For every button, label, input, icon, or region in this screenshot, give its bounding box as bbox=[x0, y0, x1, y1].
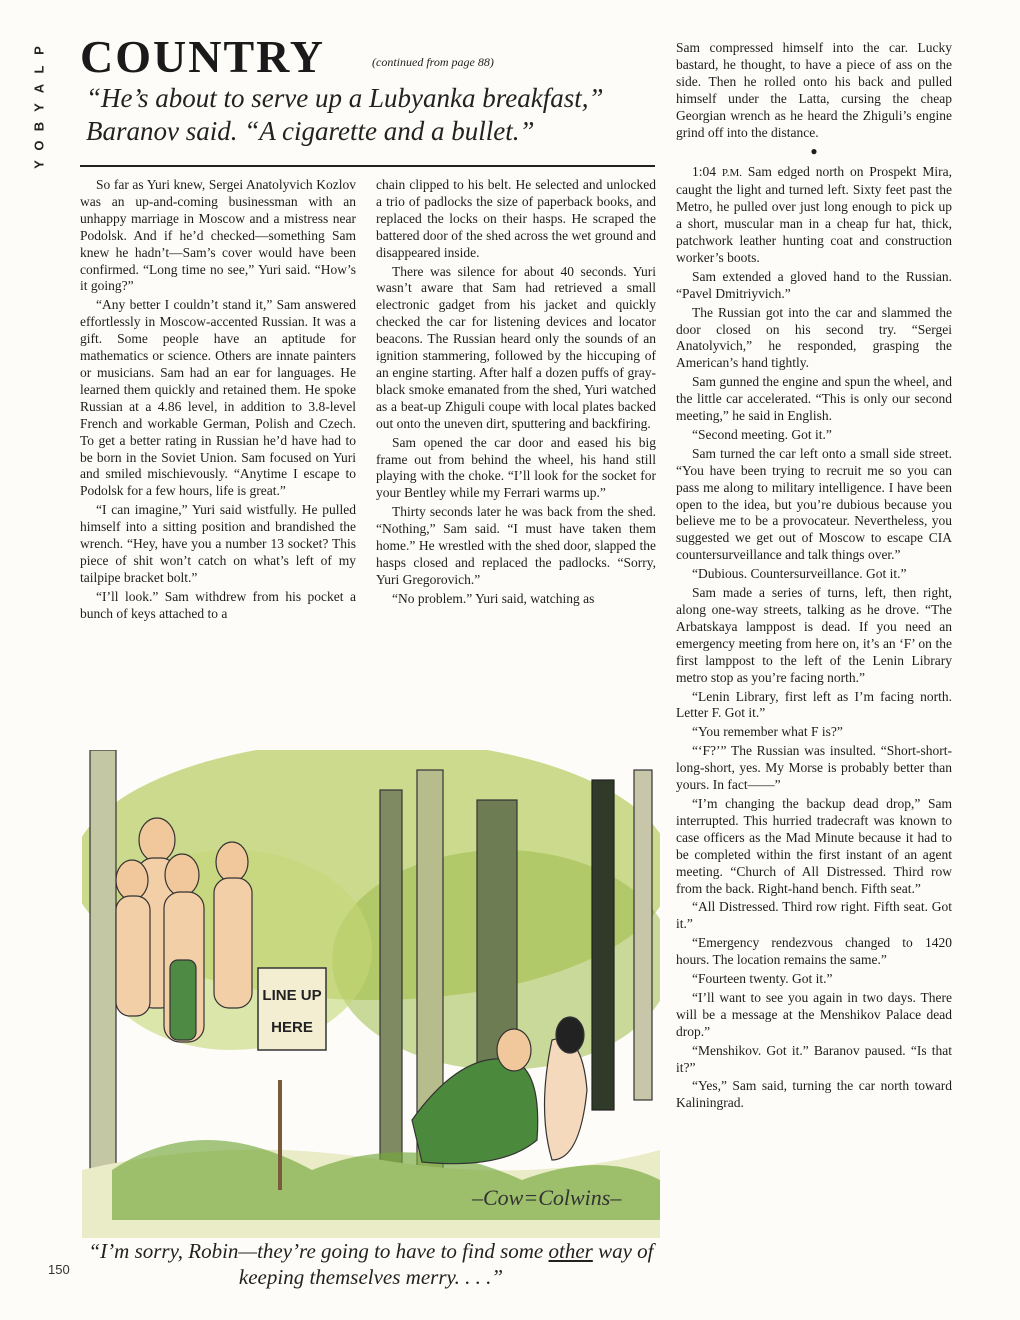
sign-text-line2: HERE bbox=[271, 1019, 313, 1036]
paragraph: Sam gunned the engine and spun the wheel, and the little car accelerated. “This is only our second meeting,” he said in English. bbox=[676, 374, 952, 424]
paragraph: Sam turned the car left onto a small side street. “You have been trying to recruit me so you can pass me along to military intelligence. I have been open to the idea, but you’re dubious because you believe me to be a provocateur. Nevertheless, you suggested we get out of Moscow to escape CIA countersurveillance and talk things over.” bbox=[676, 445, 952, 563]
paragraph: “Lenin Library, first left as I’m facing north. Letter F. Got it.” bbox=[676, 688, 952, 721]
caption-underlined-word: other bbox=[548, 1239, 593, 1263]
paragraph: Thirty seconds later he was back from the shed. “Nothing,” Sam said. “I must have taken them home.” He wrestled with the shed door, slapped the hasps closed and replaced the padlocks. “Sorry, Yuri Gregorovich.” bbox=[376, 504, 656, 587]
paragraph: “I’ll look.” Sam withdrew from his pocket a bunch of keys attached to a bbox=[80, 588, 356, 621]
brand-letter: P bbox=[31, 44, 47, 55]
page-number: 150 bbox=[48, 1262, 70, 1277]
article-column-2 bbox=[376, 177, 656, 610]
paragraph: Sam extended a gloved hand to the Russian. “Pavel Dmitriyvich.” bbox=[676, 268, 952, 301]
paragraph: There was silence for about 40 seconds. Yuri wasn’t aware that Sam had retrieved a small electronic gadget from his jacket and quickly checked the car for listening devices and locator beacons. The Russian heard only the sounds of an ignition stammering, followed by the hiccuping of an engine starting. After half a dozen puffs of gray-black smoke emanated from the shed, Yuri watched as a beat-up Zhiguli coupe with local plates backed out onto the uneven dirt, sputtering and backfiring. bbox=[376, 263, 656, 431]
brand-letter: L bbox=[31, 63, 47, 74]
article-column-3 bbox=[676, 40, 952, 1114]
paragraph: “Yes,” Sam said, turning the car north toward Kaliningrad. bbox=[676, 1078, 952, 1111]
timestamp-suffix: P.M. bbox=[721, 167, 743, 180]
paragraph: “I’ll want to see you again in two days. There will be a message at the Menshikov Palace dead drop.” bbox=[676, 989, 952, 1039]
brand-letter: Y bbox=[31, 101, 47, 112]
magazine-vertical-brand bbox=[30, 40, 52, 173]
paragraph: “All Distressed. Third row right. Fifth seat. Got it.” bbox=[676, 899, 952, 932]
paragraph: “I’m changing the backup dead drop,” Sam interrupted. This hurried tradecraft was known to case officers as the Mad Minute because it had to be completed within the first instant of an agent meeting. “Church of All Distressed. Third row from the back. Right-hand bench. Fifth seat.” bbox=[676, 795, 952, 896]
timestamp-paragraph bbox=[676, 164, 952, 266]
paragraph: Sam compressed himself into the car. Lucky bastard, he thought, to have a piece of ass on the side. Then he rolled onto his back and pulled himself under the Latta, cursing the cheap Georgian wrench as he heard the Zhiguli’s engine grind off into the distance. bbox=[676, 40, 952, 140]
paragraph: Sam opened the car door and eased his big frame out from behind the wheel, his hand still playing with the choke. “I’ll look for the socket for your Bentley while my Ferrari warms up.” bbox=[376, 434, 656, 501]
paragraph: “No problem.” Yuri said, watching as bbox=[392, 590, 595, 606]
timestamp-time: 1:04 bbox=[692, 164, 717, 180]
article-column-1 bbox=[80, 177, 356, 625]
brand-letter: A bbox=[31, 81, 47, 94]
paragraph: “I can imagine,” Yuri said wistfully. He pulled himself into a sitting position and brandished the wrench. “Hey, have you a number 13 socket? This piece of shit won’t catch on what’s left of my tailpipe bracket bolt.” bbox=[80, 502, 356, 585]
section-separator-icon: ● bbox=[810, 144, 818, 159]
paragraph: “Dubious. Countersurveillance. Got it.” bbox=[692, 566, 907, 582]
pull-quote: “He’s about to serve up a Lubyanka breakfast,” Baranov said. “A cigarette and a bullet.” bbox=[86, 83, 604, 146]
paragraph: chain clipped to his belt. He selected and unlocked a trio of padlocks the size of paperback books, and replaced the locks on their hasps. He scraped the battered door of the shed across the wet ground and disappeared inside. bbox=[376, 177, 656, 260]
caption-text: “I’m sorry, Robin—they’re going to have to find some bbox=[88, 1239, 549, 1263]
paragraph: “Emergency rendezvous changed to 1420 hours. The location remains the same.” bbox=[676, 935, 952, 968]
paragraph: “Fourteen twenty. Got it.” bbox=[692, 971, 833, 987]
paragraph: “Any better I couldn’t stand it,” Sam answered effortlessly in Moscow-accented Russian. It was a gift. Some people have an aptitude for mathematics or science. Others are innate painters or musicians. Sam had an ear for languages. He learned them quickly and retained them. He spoke Russian at a 4.86 level, in addition to 3.8-level French and workable German, Polish and Czech. To get a better rating in Russian he’d have had to be born in the Soviet Union. Sam focused on Yuri and smiled mischievously. “Anytime I escape to Podolsk for a few hours, life is great.” bbox=[80, 297, 356, 499]
header-divider bbox=[80, 165, 655, 167]
timestamp-text: Sam edged north on Prospekt Mira, caught the light and turned left. Sixty feet past the Metro, he pulled over just long enough to pick up a short, muscular man in a cheap fur hat, thick, patchwork leather hunting coat and construction worker’s boots. bbox=[676, 164, 952, 265]
sign-text-line1: LINE UP bbox=[262, 987, 322, 1004]
paragraph: The Russian got into the car and slammed the door closed on his second try. “Sergei Anatolyvich,” he responded, grasping the American’s hand tightly. bbox=[676, 304, 952, 371]
caption-text-end: way of keeping themselves merry. . . .” bbox=[238, 1239, 654, 1289]
paragraph: “You remember what F is?” bbox=[692, 724, 843, 740]
cartoon-illustration bbox=[82, 750, 660, 1238]
section-title: COUNTRY bbox=[80, 31, 325, 82]
brand-letter: B bbox=[31, 119, 47, 132]
brand-letter: O bbox=[31, 138, 47, 151]
cartoon-caption bbox=[82, 1238, 660, 1290]
cartoonist-signature: –Cow=Colwins– bbox=[472, 1185, 622, 1210]
brand-letter: Y bbox=[31, 158, 47, 169]
paragraph: “‘F?’” The Russian was insulted. “Short-short-long-short, yes. My Morse is probably better than yours. In fact——” bbox=[676, 743, 952, 793]
paragraph: Sam made a series of turns, left, then right, along one-way streets, talking as he drove. “The Arbatskaya lamppost is dead. If you need an emergency meeting from here on, it’s an ‘F’ on the first lamppost to the left of the Lenin Library metro stop as you’re facing north.” bbox=[676, 585, 952, 685]
paragraph: “Second meeting. Got it.” bbox=[692, 426, 832, 442]
paragraph: “Menshikov. Got it.” Baranov paused. “Is that it?” bbox=[676, 1042, 952, 1075]
continued-note: (continued from page 88) bbox=[372, 55, 494, 69]
paragraph: So far as Yuri knew, Sergei Anatolyvich Kozlov was an up-and-coming businessman with an unhappy marriage in Moscow and a mistress near Podolsk. And if he’d checked—something Sam knew he hadn’t—Sam’s cover would have been confirmed. “Long time no see,” Yuri said. “How’s it going?” bbox=[80, 177, 356, 294]
